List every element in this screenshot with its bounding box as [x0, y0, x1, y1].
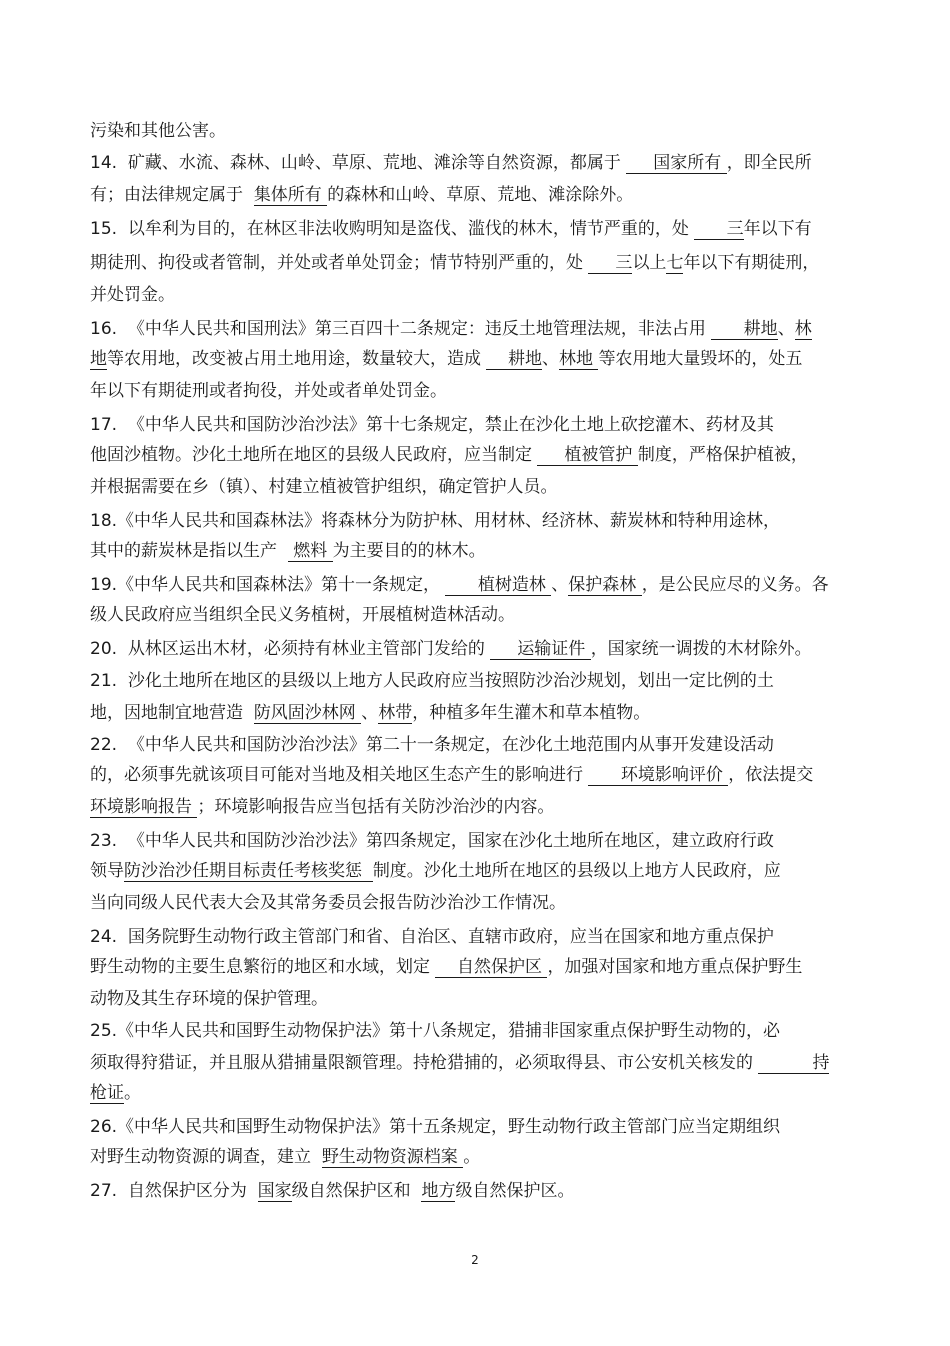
text-run: 25.《中华人民共和国野生动物保护法》第十八条规定，猎捕非国家重点保护野生动物的，必 — [90, 1021, 781, 1041]
text-run: 18.《中华人民共和国森林法》将森林分为防护林、用材林、经济林、薪炭林和特种用途林， — [90, 511, 781, 531]
text-run: ，种植多年生灌木和草本植物。 — [412, 703, 651, 723]
text-run: 17. 《中华人民共和国防沙治沙法》第十七条规定，禁止在沙化土地上砍挖灌木、药材及其 — [90, 415, 774, 435]
text-run: 他固沙植物。沙化土地所在地区的县级人民政府，应当制定 — [90, 445, 538, 465]
text-line — [90, 952, 802, 982]
text-line — [90, 1176, 574, 1206]
text-line — [90, 730, 774, 760]
underlined-answer: 自然保护区 — [435, 957, 548, 977]
underlined-answer: 枪证 — [90, 1083, 124, 1103]
text-run: 须取得狩猎证，并且服从猎捕量限额管理。持枪猎捕的，必须取得县、市公安机关核发的 — [90, 1053, 759, 1073]
text-run: 。 — [463, 1147, 481, 1167]
underlined-answer: 防沙治沙任期目标责任考核奖惩 — [124, 861, 373, 881]
underlined-answer: 运输证件 — [490, 639, 591, 659]
text-run: 其中的薪炭林是指以生产 — [90, 541, 288, 561]
text-run: 27. 自然保护区分为 — [90, 1181, 258, 1201]
text-line — [90, 984, 328, 1014]
text-line — [90, 116, 226, 146]
underlined-answer: 七 — [666, 253, 684, 273]
text-run: 20. 从林区运出木材，必须持有林业主管部门发给的 — [90, 639, 491, 659]
text-run: 。 — [124, 1083, 141, 1103]
text-line — [90, 440, 808, 470]
text-run: 期徒刑、拘役或者管制，并处或者单处罚金；情节特别严重的，处 — [90, 253, 589, 273]
text-line — [90, 1112, 780, 1142]
text-line — [90, 570, 829, 600]
underlined-answer: 地方 — [421, 1181, 456, 1201]
text-run: 、 — [361, 703, 379, 723]
underlined-answer: 环境影响评价 — [588, 765, 729, 785]
page-number: 2 — [471, 1253, 479, 1267]
text-run: ，即全民所 — [726, 153, 812, 173]
text-line — [90, 1048, 829, 1078]
text-run: 有；由法律规定属于 — [90, 185, 254, 205]
text-run: 污染和其他公害。 — [90, 121, 226, 141]
text-run: 领导 — [90, 861, 124, 881]
text-run: 16. 《中华人民共和国刑法》第三百四十二条规定：违反土地管理法规，非法占用 — [90, 319, 712, 339]
underlined-answer: 植被管护 — [537, 445, 638, 465]
underlined-answer: 集体所有 — [253, 185, 328, 205]
text-line — [90, 698, 650, 728]
text-line — [90, 148, 812, 178]
underlined-answer: 环境影响报告 — [90, 797, 198, 817]
text-run: ，国家统一调拨的木材除外。 — [590, 639, 812, 659]
text-line — [90, 792, 554, 822]
text-run: ，加强对国家和地方重点保护野生 — [547, 957, 803, 977]
text-line — [90, 760, 813, 790]
underlined-answer: 耕地 — [711, 319, 778, 339]
underlined-answer: 林 — [794, 319, 812, 339]
text-run: 21. 沙化土地所在地区的县级以上地方人民政府应当按照防沙治沙规划，划出一定比例的土 — [90, 671, 774, 691]
text-line — [90, 922, 774, 952]
text-run: 对野生动物资源的调查，建立 — [90, 1147, 322, 1167]
text-run: 26.《中华人民共和国野生动物保护法》第十五条规定，野生动物行政主管部门应当定期组织 — [90, 1117, 781, 1137]
underlined-answer: 地 — [90, 349, 107, 369]
underlined-answer: 野生动物资源档案 — [321, 1147, 464, 1167]
text-run: 年以下有 — [743, 219, 812, 239]
text-run: 制度，严格保护植被， — [637, 445, 808, 465]
text-run: 以上 — [632, 253, 667, 273]
text-line — [90, 214, 812, 244]
text-line — [90, 248, 819, 278]
text-run: 动物及其生存环境的保护管理。 — [90, 989, 328, 1009]
text-run: 22. 《中华人民共和国防沙治沙法》第二十一条规定，在沙化土地范围内从事开发建设活动 — [90, 735, 774, 755]
text-run: ；环境影响报告应当包括有关防沙治沙的内容。 — [197, 797, 555, 817]
underlined-answer: 燃料 — [287, 541, 333, 561]
text-line — [90, 826, 774, 856]
text-line — [90, 1078, 141, 1108]
text-run: 的森林和山岭、草原、荒地、滩涂除外。 — [327, 185, 634, 205]
text-run: 23. 《中华人民共和国防沙治沙法》第四条规定，国家在沙化土地所在地区，建立政府行政 — [90, 831, 774, 851]
text-run: 14. 矿藏、水流、森林、山岭、草原、荒地、滩涂等自然资源，都属于 — [90, 153, 627, 173]
underlined-answer: 林地 — [559, 349, 599, 369]
text-run: 野生动物的主要生息繁衍的地区和水域，划定 — [90, 957, 436, 977]
underlined-answer: 植树造林 — [445, 575, 552, 595]
underlined-answer: 三 — [588, 253, 633, 273]
text-line — [90, 888, 566, 918]
text-run: 15. 以牟利为目的，在林区非法收购明知是盗伐、滥伐的林木，情节严重的，处 — [90, 219, 695, 239]
underlined-answer: 国家所有 — [626, 153, 727, 173]
text-run: 当向同级人民代表大会及其常务委员会报告防沙治沙工作情况。 — [90, 893, 566, 913]
text-line — [90, 314, 812, 344]
text-run: 并处罚金。 — [90, 285, 175, 305]
text-line — [90, 600, 515, 630]
text-run: 地，因地制宜地营造 — [90, 703, 254, 723]
underlined-answer: 防风固沙林网 — [253, 703, 362, 723]
underlined-answer: 林带 — [378, 703, 413, 723]
text-run: 19.《中华人民共和国森林法》第十一条规定， — [90, 575, 446, 595]
underlined-answer: 保护森林 — [568, 575, 642, 595]
underlined-answer: 持 — [758, 1053, 830, 1073]
text-run: 级自然保护区和 — [291, 1181, 422, 1201]
text-run: 、 — [542, 349, 560, 369]
underlined-answer: 三 — [694, 219, 744, 239]
text-line — [90, 536, 486, 566]
text-run: 制度。沙化土地所在地区的县级以上地方人民政府，应 — [372, 861, 781, 881]
text-run: 的，必须事先就该项目可能对当地及相关地区生态产生的影响进行 — [90, 765, 589, 785]
text-line — [90, 1016, 780, 1046]
text-run: 等农用地，改变被占用土地用途，数量较大，造成 — [107, 349, 487, 369]
text-line — [90, 666, 774, 696]
text-run: 、 — [551, 575, 569, 595]
text-run: 24. 国务院野生动物行政主管部门和省、自治区、直辖市政府，应当在国家和地方重点保护 — [90, 927, 774, 947]
text-line — [90, 376, 447, 406]
text-run: 、 — [777, 319, 795, 339]
text-line — [90, 180, 633, 210]
text-line — [90, 634, 812, 664]
text-line — [90, 856, 781, 886]
text-line — [90, 506, 780, 536]
text-run: 并根据需要在乡（镇）、村建立植被管护组织，确定管护人员。 — [90, 477, 558, 497]
text-run: 年以下有期徒刑， — [683, 253, 820, 273]
text-run: 年以下有期徒刑或者拘役，并处或者单处罚金。 — [90, 381, 447, 401]
text-run: 级人民政府应当组织全民义务植树，开展植树造林活动。 — [90, 605, 515, 625]
text-line — [90, 344, 802, 374]
text-run: 为主要目的的林木。 — [332, 541, 486, 561]
text-line — [90, 1142, 480, 1172]
text-run: ，是公民应尽的义务。各 — [641, 575, 829, 595]
text-line — [90, 280, 175, 310]
text-line — [90, 472, 558, 502]
text-run: 级自然保护区。 — [455, 1181, 575, 1201]
underlined-answer: 国家 — [257, 1181, 292, 1201]
text-run: ，依法提交 — [728, 765, 814, 785]
text-line — [90, 410, 774, 440]
underlined-answer: 耕地 — [486, 349, 543, 369]
text-run: 等农用地大量毁坏的，处五 — [598, 349, 803, 369]
